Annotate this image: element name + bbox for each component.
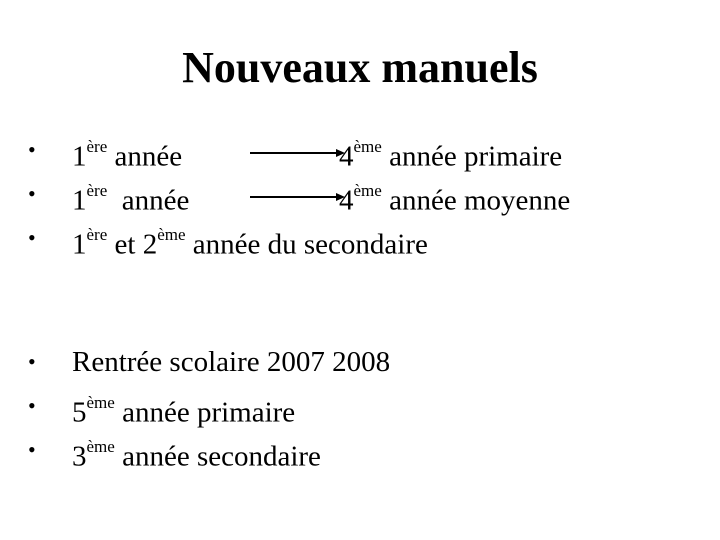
rentree-text: Rentrée scolaire 2007 2008 (72, 346, 391, 378)
bullet-icon: • (28, 137, 36, 162)
to-grade: 4ème année primaire (339, 137, 563, 173)
right-arrow-icon (250, 148, 345, 158)
grade-text: 5ème année primaire (72, 393, 296, 429)
to-grade: 4ème année moyenne (339, 181, 571, 217)
grades-text: 1ère et 2ème année du secondaire (72, 225, 428, 261)
bullet-icon: • (28, 393, 36, 418)
bullet-icon: • (28, 437, 36, 462)
from-grade: 1ère année (72, 137, 183, 173)
bullet-icon: • (28, 225, 36, 250)
from-grade: 1ère année (72, 181, 190, 217)
bullet-icon: • (28, 181, 36, 206)
slide-title: Nouveaux manuels (182, 43, 538, 92)
bullet-icon: • (28, 349, 36, 374)
right-arrow-icon (250, 192, 345, 202)
grade-text: 3ème année secondaire (72, 437, 321, 473)
